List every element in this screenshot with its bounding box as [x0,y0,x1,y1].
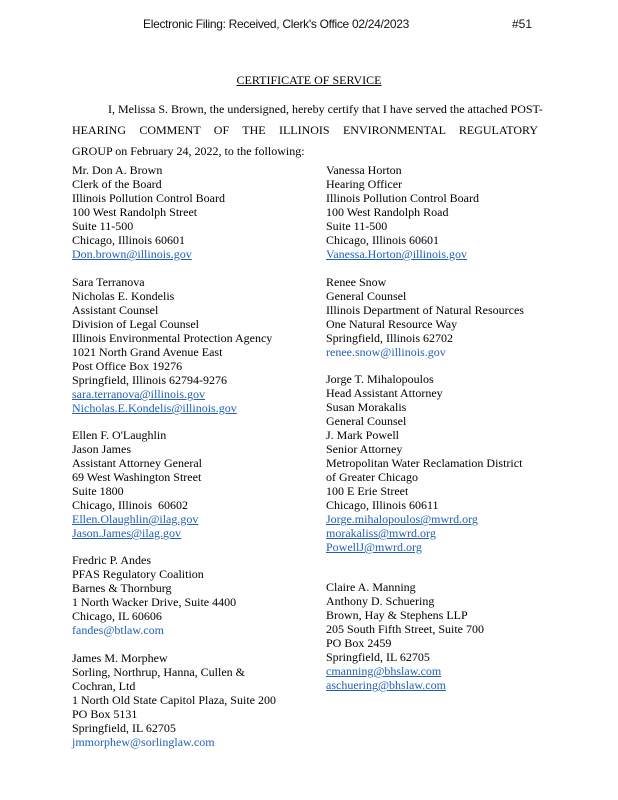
recipient-line: Springfield, Illinois 62702 [326,331,453,345]
recipient-line: Cochran, Ltd [72,679,136,693]
recipient-line: Jason James [72,442,131,456]
recipient-line: Metropolitan Water Reclamation District [326,456,523,470]
recipient-line: of Greater Chicago [326,470,418,484]
recipient-line: Claire A. Manning [326,580,416,594]
recipient-line: 100 West Randolph Road [326,205,449,219]
recipient-line: Sara Terranova [72,275,145,289]
recipient-line: Sorling, Northrup, Hanna, Cullen & [72,665,245,679]
document-title [0,73,618,88]
recipient-line: Chicago, IL 60606 [72,609,162,623]
recipient-line: Vanessa Horton [326,163,402,177]
recipient-line: Illinois Environmental Protection Agency [72,331,273,345]
recipient-line: Assistant Counsel [72,303,159,317]
recipient-line: PO Box 5131 [72,707,138,721]
recipient-line: Springfield, IL 62705 [326,650,430,664]
intro-line-2: HEARING COMMENT OF THE ILLINOIS ENVIRONMENTAL REGULATORY [72,123,538,137]
recipient-line: PFAS Regulatory Coalition [72,567,204,581]
recipient-line: Springfield, IL 62705 [72,721,176,735]
recipient-block [72,651,276,749]
email-link[interactable]: Nicholas.E.Kondelis@illinois.gov [72,401,237,415]
recipient-line: 205 South Fifth Street, Suite 700 [326,622,485,636]
email-link[interactable]: sara.terranova@illinois.gov [72,387,206,401]
email-link[interactable]: morakaliss@mwrd.org [326,526,436,540]
recipient-line: Chicago, Illinois 60601 [72,233,185,247]
intro-line-3: GROUP on February 24, 2022, to the following: [72,144,305,158]
recipient-line: 100 E Erie Street [326,484,409,498]
recipient-line: Suite 11-500 [72,219,134,233]
recipient-block [72,275,272,415]
recipient-line: Post Office Box 19276 [72,359,183,373]
recipient-line: Springfield, Illinois 62794-9276 [72,373,227,387]
recipient-line: Senior Attorney [326,442,403,456]
recipient-line: J. Mark Powell [326,428,399,442]
recipient-line: Hearing Officer [326,177,403,191]
recipient-block [326,580,484,692]
recipient-line: Renee Snow [326,275,387,289]
recipient-line: Illinois Pollution Control Board [72,191,226,205]
recipient-line: General Counsel [326,289,407,303]
recipient-line: 100 West Randolph Street [72,205,198,219]
recipient-line: Chicago, Illinois 60601 [326,233,439,247]
email-link[interactable]: Jason.James@ilag.gov [72,526,182,540]
recipient-line: Nicholas E. Kondelis [72,289,175,303]
recipient-line: Suite 11-500 [326,219,388,233]
recipient-line: Assistant Attorney General [72,456,202,470]
recipient-line: 1021 North Grand Avenue East [72,345,223,359]
intro-paragraph [72,99,543,162]
recipient-line: Ellen F. O'Laughlin [72,428,167,442]
recipient-line: Illinois Department of Natural Resources [326,303,524,317]
recipient-block [72,553,236,637]
recipient-line: Jorge T. Mihalopoulos [326,372,434,386]
filing-stamp: Electronic Filing: Received, Clerk's Office 02/24/2023 [143,17,410,31]
recipient-block [326,163,479,261]
email-link[interactable]: Vanessa.Horton@illinois.gov [326,247,468,261]
email-link[interactable]: PowellJ@mwrd.org [326,540,422,554]
recipient-line: Head Assistant Attorney [326,386,443,400]
email-link[interactable]: cmanning@bhslaw.com [326,664,442,678]
email-link[interactable]: renee.snow@illinois.gov [326,345,446,359]
email-link[interactable]: Ellen.Olaughlin@ilag.gov [72,512,199,526]
recipient-line: Suite 1800 [72,484,124,498]
recipient-line: Brown, Hay & Stephens LLP [326,608,468,622]
recipient-line: General Counsel [326,414,407,428]
recipient-line: 1 North Wacker Drive, Suite 4400 [72,595,237,609]
intro-line-1: I, Melissa S. Brown, the undersigned, hereby certify that I have served the attached POST- [108,102,543,116]
recipient-line: Chicago, Illinois 60611 [326,498,439,512]
title-text: CERTIFICATE OF SERVICE [236,73,382,87]
recipient-line: PO Box 2459 [326,636,392,650]
recipient-line: Clerk of the Board [72,177,162,191]
email-link[interactable]: aschuering@bhslaw.com [326,678,446,692]
recipient-line: Anthony D. Schuering [326,594,435,608]
recipient-line: Chicago, Illinois 60602 [72,498,188,512]
recipient-line: Division of Legal Counsel [72,317,199,331]
recipient-line: Barnes & Thornburg [72,581,172,595]
recipient-line: 1 North Old State Capitol Plaza, Suite 200 [72,693,276,707]
recipient-line: Susan Morakalis [326,400,407,414]
recipient-line: 69 West Washington Street [72,470,202,484]
recipient-line: Fredric P. Andes [72,553,151,567]
recipient-block [326,275,524,359]
email-link[interactable]: Don.brown@illinois.gov [72,247,192,261]
recipient-block [326,372,522,554]
recipient-line: Illinois Pollution Control Board [326,191,480,205]
email-link[interactable]: jmmorphew@sorlinglaw.com [72,735,215,749]
recipient-block [72,163,225,261]
recipient-line: James M. Morphew [72,651,168,665]
recipient-line: Mr. Don A. Brown [72,163,163,177]
filing-number: #51 [512,17,533,31]
email-link[interactable]: Jorge.mihalopoulos@mwrd.org [326,512,478,526]
email-link[interactable]: fandes@btlaw.com [72,623,164,637]
recipient-block [72,428,202,540]
recipient-line: One Natural Resource Way [326,317,458,331]
